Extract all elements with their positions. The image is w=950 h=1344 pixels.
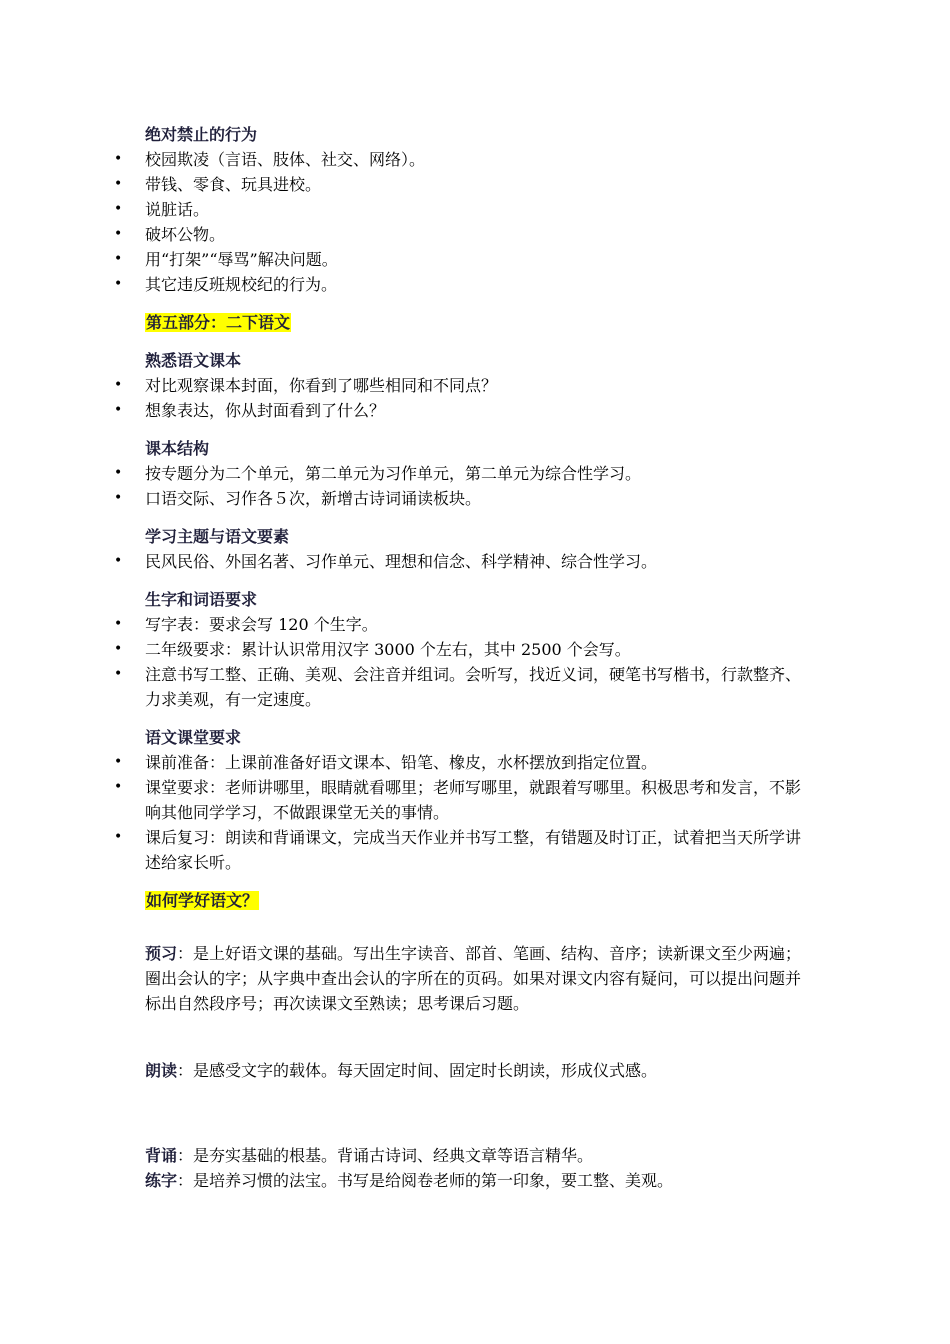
list-item: • 带钱、零食、玩具进校。 — [145, 172, 810, 197]
list-item: • 写字表：要求会写 120 个生字。 — [145, 612, 810, 637]
highlighted-title: 第五部分：二下语文 — [146, 313, 291, 332]
list-item: • 民风民俗、外国名著、习作单元、理想和信念、科学精神、综合性学习。 — [145, 549, 810, 574]
document-content — [114, 122, 810, 1193]
list-characters — [114, 612, 810, 712]
bullet-icon: • — [114, 553, 123, 569]
list-item: • 其它违反班规校纪的行为。 — [145, 272, 810, 297]
paragraph-recite: 背诵：是夯实基础的根基。背诵古诗词、经典文章等语言精华。 — [145, 1146, 594, 1165]
bullet-icon: • — [114, 151, 123, 167]
bullet-icon: • — [114, 779, 123, 795]
heading-structure: 课本结构 — [145, 439, 210, 458]
bullet-icon: • — [114, 226, 123, 242]
heading-characters: 生字和词语要求 — [145, 590, 258, 609]
list-structure — [114, 461, 810, 511]
list-item: • 对比观察课本封面，你看到了哪些相同和不同点？ — [145, 373, 810, 398]
list-item: • 想象表达，你从封面看到了什么？ — [145, 398, 810, 423]
heading-forbidden: 绝对禁止的行为 — [145, 125, 258, 144]
list-item: • 二年级要求：累计认识常用汉字 3000 个左右，其中 2500 个会写。 — [145, 637, 810, 662]
bullet-icon: • — [114, 666, 123, 682]
bullet-icon: • — [114, 377, 123, 393]
paragraph-reading: 朗读：是感受文字的载体。每天固定时间、固定时长朗读，形成仪式感。 — [145, 1061, 658, 1080]
heading-classroom: 语文课堂要求 — [145, 728, 242, 747]
bullet-icon: • — [114, 276, 123, 292]
heading-themes: 学习主题与语文要素 — [145, 527, 290, 546]
bullet-icon: • — [114, 251, 123, 267]
list-item: • 用“打架”“辱骂”解决问题。 — [145, 247, 810, 272]
bullet-icon: • — [114, 465, 123, 481]
highlighted-title: 如何学好语文？ — [146, 891, 259, 910]
paragraph-preview: 预习：是上好语文课的基础。写出生字读音、部首、笔画、结构、音序；读新课文至少两遍；圈出会认的字；从字典中查出会认的字所在的页码。如果对课文内容有疑问，可以提出问题并标出自然段序号；再次读课文至熟读；思考课后习题。 — [145, 944, 802, 1013]
list-item: • 课后复习：朗读和背诵课文，完成当天作业并书写工整，有错题及时订正，试着把当天所学讲述给家长听。 — [145, 825, 810, 875]
list-item: • 说脏话。 — [145, 197, 810, 222]
list-themes — [114, 549, 810, 574]
list-item: • 课堂要求：老师讲哪里，眼睛就看哪里；老师写哪里，就跟着写哪里。积极思考和发言，不影响其他同学学习，不做跟课堂无关的事情。 — [145, 775, 810, 825]
list-forbidden — [114, 147, 810, 297]
bullet-icon: • — [114, 402, 123, 418]
list-item: • 校园欺凌（言语、肢体、社交、网络）。 — [145, 147, 810, 172]
list-item: • 破坏公物。 — [145, 222, 810, 247]
bullet-icon: • — [114, 829, 123, 845]
bullet-icon: • — [114, 201, 123, 217]
list-item: • 课前准备：上课前准备好语文课本、铅笔、橡皮，水杯摆放到指定位置。 — [145, 750, 810, 775]
heading-howto — [145, 888, 810, 913]
bullet-icon: • — [114, 754, 123, 770]
list-item: • 注意书写工整、正确、美观、会注音并组词。会听写，找近义词，硬笔书写楷书，行款整齐、力求美观，有一定速度。 — [145, 662, 810, 712]
heading-textbook: 熟悉语文课本 — [145, 351, 242, 370]
bullet-icon: • — [114, 490, 123, 506]
heading-part5 — [145, 310, 810, 335]
bullet-icon: • — [114, 641, 123, 657]
list-classroom — [114, 750, 810, 875]
bullet-icon: • — [114, 176, 123, 192]
list-textbook — [114, 373, 810, 423]
bullet-icon: • — [114, 616, 123, 632]
paragraph-practice: 练字：是培养习惯的法宝。书写是给阅卷老师的第一印象，要工整、美观。 — [145, 1171, 674, 1190]
list-item: • 按专题分为二个单元，第二单元为习作单元，第二单元为综合性学习。 — [145, 461, 810, 486]
list-item: • 口语交际、习作各５次，新增古诗词诵读板块。 — [145, 486, 810, 511]
